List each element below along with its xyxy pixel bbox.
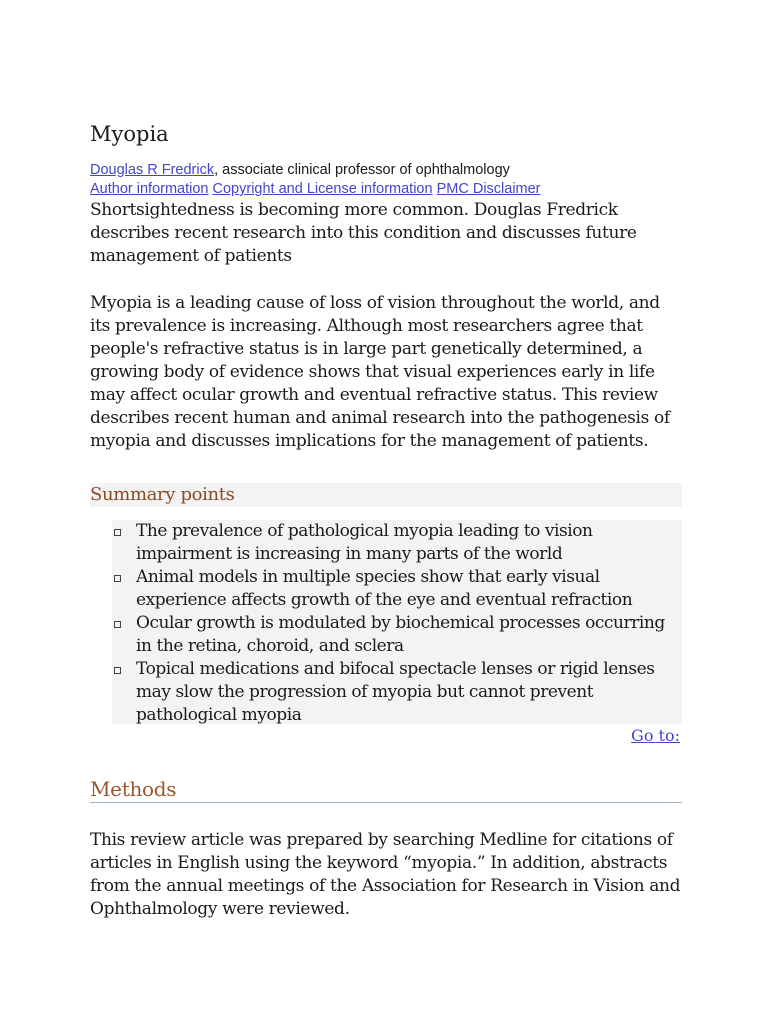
article-title: Myopia: [90, 122, 169, 146]
article-lead: Shortsightedness is becoming more common. Douglas Fredrick describes recent research into this condition and discusses future management of patients: [90, 200, 637, 266]
summary-points-heading: Summary points: [90, 483, 682, 507]
bullet-icon: [114, 529, 121, 536]
summary-point-text: Topical medications and bifocal spectacle lenses or rigid lenses may slow the progression of myopia but cannot prevent pathological myopia: [136, 659, 655, 725]
goto-link[interactable]: Go to:: [631, 726, 680, 745]
summary-point: [112, 520, 672, 566]
copyright-license-link[interactable]: Copyright and License information: [212, 181, 433, 197]
article-abstract: Myopia is a leading cause of loss of vision throughout the world, and its prevalence is increasing. Although most researchers agree that people's refractive status is in large part genetically determined, a growing body of evidence shows that visual experiences early in life may affect ocular growth and eventual refractive status. This review describes recent human and animal research into the pathogenesis of myopia and discusses implications for the management of patients.: [90, 293, 670, 451]
author-line: [90, 161, 510, 180]
bullet-icon: [114, 621, 121, 628]
author-link[interactable]: Douglas R Fredrick: [90, 162, 215, 178]
article-info-links: [90, 180, 541, 199]
methods-heading: Methods: [90, 776, 682, 803]
author-role: , associate clinical professor of ophthalmology: [214, 162, 510, 178]
summary-point: [112, 612, 672, 658]
summary-point: [112, 566, 672, 612]
bullet-icon: [114, 575, 121, 582]
author-information-link[interactable]: Author information: [90, 181, 209, 197]
summary-points-box: [112, 520, 682, 724]
summary-point-text: Animal models in multiple species show that early visual experience affects growth of the eye and eventual refraction: [136, 567, 633, 610]
bullet-icon: [114, 667, 121, 674]
methods-text: This review article was prepared by searching Medline for citations of articles in English using the keyword “myopia.” In addition, abstracts from the annual meetings of the Association for Research in Vision and Ophthalmology were reviewed.: [90, 830, 681, 919]
summary-point-text: The prevalence of pathological myopia leading to vision impairment is increasing in many parts of the world: [136, 521, 593, 564]
pmc-disclaimer-link[interactable]: PMC Disclaimer: [436, 181, 541, 197]
summary-points-list: [112, 520, 672, 727]
summary-point: [112, 658, 672, 727]
summary-point-text: Ocular growth is modulated by biochemical processes occurring in the retina, choroid, and sclera: [136, 613, 665, 656]
